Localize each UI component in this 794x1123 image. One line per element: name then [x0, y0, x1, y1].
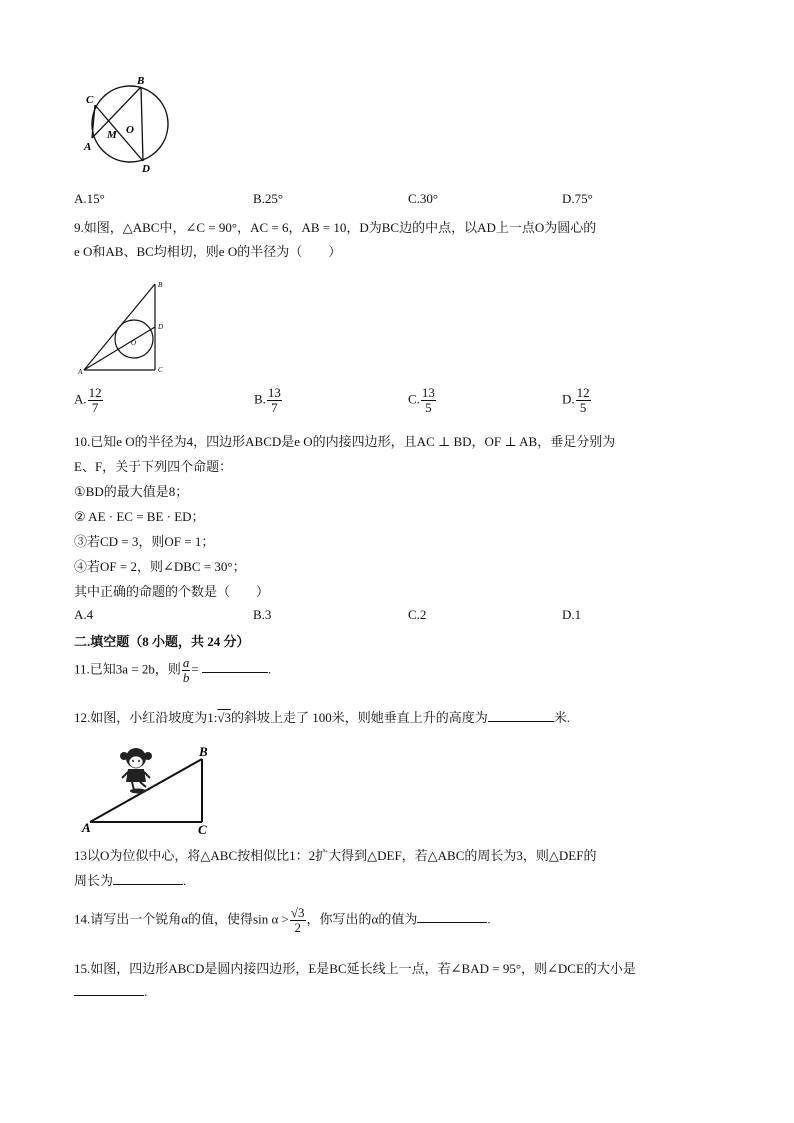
- fraction-numerator: 13: [421, 385, 435, 400]
- figure-q8-circle: [80, 72, 180, 178]
- answer-blank[interactable]: [113, 872, 183, 885]
- q12-sqrt: √3: [217, 710, 232, 725]
- q13-text-line1: 13以O为位似中心，将△ABC按相似比1：2扩大得到△DEF，若△ABC的周长为3，则△DEF的: [74, 848, 597, 863]
- segment-bd: [141, 87, 143, 161]
- section-heading: 二.填空题（8 小题，共 24 分）: [74, 634, 250, 649]
- q8-option-d: D.75°: [562, 191, 593, 206]
- q8-option-a: A.15°: [74, 191, 105, 206]
- label-a: A: [78, 368, 83, 376]
- q15-end: .: [144, 984, 148, 999]
- figure-q9-triangle: [76, 278, 168, 378]
- q14: [74, 906, 491, 935]
- q10-proposition-4: ④若OF = 2，则∠DBC = 30°；: [74, 559, 246, 574]
- fraction: [182, 656, 191, 685]
- q11-end: .: [267, 661, 272, 677]
- q13-text-line2: 周长为: [74, 873, 114, 888]
- answer-blank[interactable]: [202, 660, 268, 673]
- fraction-denominator: 7: [267, 400, 282, 415]
- girl-icon: [120, 748, 152, 794]
- q15-text-line1: 15.如图，四边形ABCD是圆内接四边形，E是BC延长线上一点，若∠BAD = 95°，则∠DCE的大小是: [74, 961, 636, 976]
- label-d: D: [158, 323, 164, 331]
- fraction-denominator: 2: [290, 920, 306, 935]
- q10-option-c: C.2: [408, 607, 427, 622]
- q8-option-b: B.25°: [253, 191, 284, 206]
- fraction-denominator: b: [182, 670, 190, 685]
- label-d: D: [142, 163, 150, 175]
- segment-ad: [84, 327, 155, 370]
- q9-option-c: [408, 386, 437, 415]
- label-b: B: [137, 75, 145, 87]
- fraction-numerator: 12: [88, 385, 102, 400]
- answer-blank[interactable]: [488, 709, 554, 722]
- fraction: [421, 386, 436, 415]
- label-c: C: [198, 822, 207, 837]
- label-a: A: [84, 141, 92, 153]
- fraction: [88, 386, 103, 415]
- slope-ab: [90, 759, 202, 822]
- q9-text-line1: 9.如图，△ABC中，∠C = 90°，AC = 6，AB = 10，D为BC边的中点，以AD上一点O为圆心的: [74, 220, 597, 235]
- q9-text-line2: e O和AB、BC均相切，则e O的半径为（ ）: [74, 244, 342, 259]
- q11: [74, 656, 271, 685]
- q9-option-d: [562, 386, 592, 415]
- q10-option-b: B.3: [253, 607, 272, 622]
- option-letter: C.: [408, 391, 420, 407]
- q10-text-line1: 10.已知e O的半径为4，四边形ABCD是e O的内接四边形，且AC ⊥ BD，OF ⊥ AB，垂足分别为: [74, 434, 616, 449]
- option-letter: A.: [74, 391, 87, 407]
- q10-proposition-2: ② AE · EC = BE · ED；: [74, 509, 205, 524]
- label-m: M: [107, 129, 117, 141]
- q11-text: 11.已知3a = 2b，则: [74, 661, 181, 677]
- q13-line2: [74, 870, 186, 889]
- q10-proposition-3: ③若CD = 3，则OF = 1；: [74, 534, 215, 549]
- q10-text-line2: E、F，关于下列四个命题：: [74, 459, 233, 474]
- fraction: [290, 906, 306, 935]
- fraction-numerator: a: [182, 655, 190, 670]
- q10-option-a: A.4: [74, 607, 94, 622]
- fraction-denominator: 5: [576, 400, 591, 415]
- figure-q12-slope: [80, 742, 220, 838]
- q13-end: .: [183, 873, 187, 888]
- label-o: O: [131, 339, 137, 347]
- q10-proposition-1: ①BD的最大值是8；: [74, 484, 189, 499]
- q14-end: .: [487, 911, 491, 927]
- answer-blank[interactable]: [74, 983, 144, 996]
- label-b: B: [199, 744, 208, 759]
- q9-option-b: [254, 386, 283, 415]
- fraction-denominator: 7: [88, 400, 103, 415]
- q14-text-post: ，你写出的α的值为: [306, 911, 418, 927]
- q12-end: 米.: [553, 710, 571, 725]
- fraction: [267, 386, 282, 415]
- label-b: B: [158, 281, 163, 289]
- segment-cd: [95, 105, 143, 161]
- q10-question: 其中正确的命题的个数是（ ）: [74, 584, 270, 599]
- option-letter: D.: [562, 391, 575, 407]
- fraction-numerator: 12: [576, 385, 590, 400]
- q15-line2: [74, 983, 147, 1000]
- fraction-numerator: √3: [290, 905, 305, 920]
- q9-option-a: [74, 386, 104, 415]
- q12-text: 12.如图，小红沿坡度为1:: [74, 710, 218, 725]
- label-a: A: [82, 820, 91, 835]
- q8-option-c: C.30°: [408, 191, 439, 206]
- q12-text-mid: 的斜坡上走了 100米，则她垂直上升的高度为: [231, 710, 488, 725]
- equals-sign: =: [191, 661, 199, 677]
- answer-blank[interactable]: [417, 910, 487, 923]
- fraction: [576, 386, 591, 415]
- q12: [74, 707, 570, 726]
- q14-text: 14.请写出一个锐角α的值，使得sin α >: [74, 911, 289, 927]
- fraction-denominator: 5: [421, 400, 436, 415]
- option-letter: B.: [254, 391, 266, 407]
- label-o: O: [126, 124, 134, 136]
- label-c: C: [158, 366, 163, 374]
- label-c: C: [86, 94, 94, 106]
- q10-option-d: D.1: [562, 607, 582, 622]
- fraction-numerator: 13: [267, 385, 281, 400]
